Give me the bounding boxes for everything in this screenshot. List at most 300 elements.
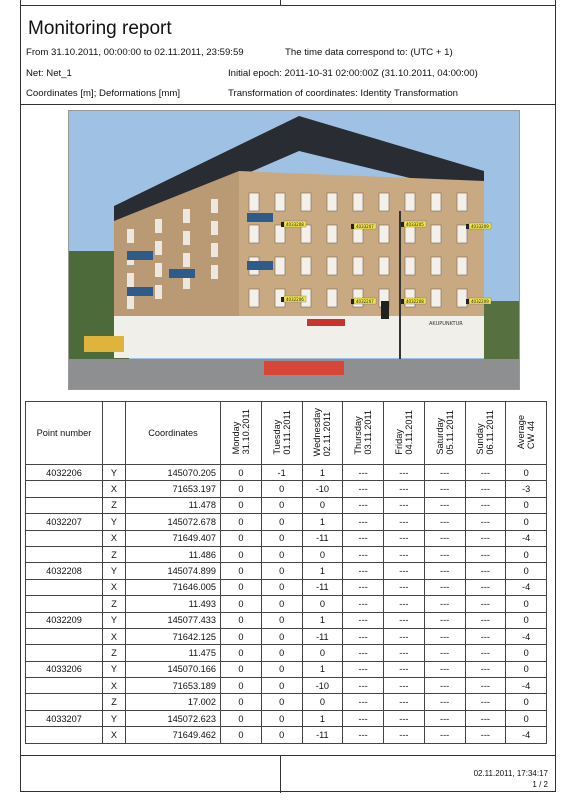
cell-deformation: 0 [261, 514, 302, 530]
cell-deformation: 0 [221, 563, 262, 579]
cell-point-number [26, 596, 103, 612]
window [155, 263, 162, 277]
cell-deformation: --- [343, 727, 384, 743]
balcony [127, 287, 153, 296]
cell-deformation: -1 [261, 465, 302, 481]
window [155, 285, 162, 299]
cell-deformation: 0 [302, 497, 343, 513]
window [457, 257, 467, 275]
cell-deformation: --- [424, 546, 465, 562]
cell-point-number: 4033207 [26, 710, 103, 726]
cell-point-number: 4032208 [26, 563, 103, 579]
cell-deformation: --- [424, 694, 465, 710]
cell-deformation: 0 [261, 661, 302, 677]
trees-right [484, 301, 519, 361]
cell-axis: Z [103, 497, 126, 513]
cell-deformation: --- [465, 497, 506, 513]
cell-point-number: 4032206 [26, 465, 103, 481]
window [301, 257, 311, 275]
window [379, 193, 389, 211]
table-row [26, 465, 547, 481]
cell-average: 0 [506, 596, 547, 612]
window [327, 257, 337, 275]
cell-point-number: 4032207 [26, 514, 103, 530]
cell-deformation: --- [384, 694, 425, 710]
cell-deformation: 0 [261, 645, 302, 661]
marker-label: 4033209 [471, 223, 489, 229]
cell-axis: Z [103, 596, 126, 612]
report-title: Monitoring report [28, 18, 172, 39]
cell-coordinate: 71653.189 [126, 678, 221, 694]
cell-coordinate: 11.478 [126, 497, 221, 513]
cell-axis: X [103, 628, 126, 644]
cell-deformation: --- [424, 612, 465, 628]
window [211, 265, 218, 279]
window [379, 225, 389, 243]
cell-deformation: --- [384, 596, 425, 612]
cell-deformation: --- [465, 628, 506, 644]
cell-deformation: 0 [302, 645, 343, 661]
window [353, 193, 363, 211]
cell-deformation: --- [343, 546, 384, 562]
cell-deformation: --- [343, 514, 384, 530]
cell-deformation: --- [343, 612, 384, 628]
cell-deformation: 0 [221, 661, 262, 677]
cell-deformation: --- [384, 727, 425, 743]
cell-coordinate: 17.002 [126, 694, 221, 710]
cell-deformation: --- [424, 628, 465, 644]
window [127, 273, 134, 287]
cell-average: 0 [506, 546, 547, 562]
cell-deformation: 1 [302, 465, 343, 481]
table-row [26, 710, 547, 726]
window [183, 253, 190, 267]
window [183, 231, 190, 245]
cell-point-number [26, 628, 103, 644]
cell-coordinate: 145077.433 [126, 612, 221, 628]
header-day-3: Thursday 03.11.2011 [343, 402, 384, 465]
window [275, 225, 285, 243]
cell-axis: Z [103, 694, 126, 710]
cell-deformation: --- [465, 563, 506, 579]
cell-deformation: --- [384, 645, 425, 661]
cell-deformation: 0 [261, 628, 302, 644]
table-row [26, 579, 547, 595]
header-point-number: Point number [26, 402, 103, 465]
window [405, 257, 415, 275]
red-shop-sign [307, 319, 345, 326]
cell-average: -4 [506, 678, 547, 694]
cell-deformation: --- [384, 465, 425, 481]
cell-deformation: --- [384, 563, 425, 579]
marker-label: 4032209 [471, 298, 489, 304]
cell-average: 0 [506, 465, 547, 481]
header-average: Average CW 44 [506, 402, 547, 465]
report-period: From 31.10.2011, 00:00:00 to 02.11.2011, 23:59:59 [26, 47, 244, 58]
cell-deformation: 0 [302, 694, 343, 710]
cell-deformation: --- [343, 678, 384, 694]
cell-deformation: --- [465, 694, 506, 710]
cell-deformation: --- [465, 678, 506, 694]
cell-deformation: --- [384, 710, 425, 726]
cell-average: 0 [506, 710, 547, 726]
window [249, 193, 259, 211]
cell-deformation: 0 [221, 579, 262, 595]
cell-deformation: 0 [302, 546, 343, 562]
cell-deformation: --- [465, 579, 506, 595]
units-note: Coordinates [m]; Deformations [mm] [26, 88, 181, 99]
cell-deformation: --- [465, 514, 506, 530]
time-note: The time data correspond to: (UTC + 1) [285, 47, 453, 58]
marker-prism [281, 297, 284, 302]
cell-deformation: 0 [221, 514, 262, 530]
table-row [26, 727, 547, 743]
report-header [20, 6, 556, 105]
initial-epoch: Initial epoch: 2011-10-31 02:00:00Z (31.10.2011, 04:00:00) [228, 68, 478, 79]
cell-deformation: 0 [221, 546, 262, 562]
cell-axis: Z [103, 546, 126, 562]
cell-average: 0 [506, 645, 547, 661]
cell-axis: X [103, 481, 126, 497]
table-row [26, 628, 547, 644]
cell-average: 0 [506, 563, 547, 579]
table-row [26, 678, 547, 694]
cell-deformation: 0 [261, 727, 302, 743]
table-row [26, 612, 547, 628]
marker-label: 4032206 [286, 296, 304, 302]
cell-coordinate: 145070.205 [126, 465, 221, 481]
cell-deformation: --- [384, 579, 425, 595]
marker-label: 4033205 [406, 221, 424, 227]
cell-coordinate: 71646.005 [126, 579, 221, 595]
cell-deformation: 0 [221, 710, 262, 726]
cell-axis: X [103, 579, 126, 595]
window [127, 229, 134, 243]
window [431, 257, 441, 275]
window [275, 193, 285, 211]
marker-label: 4033207 [356, 223, 374, 229]
header-day-0: Monday 31.10.2011 [221, 402, 262, 465]
cell-deformation: 0 [261, 530, 302, 546]
cell-deformation: 1 [302, 612, 343, 628]
cell-average: 0 [506, 694, 547, 710]
header-day-1: Tuesday 01.11.2011 [261, 402, 302, 465]
cell-deformation: --- [424, 497, 465, 513]
header-axis [103, 402, 126, 465]
cell-deformation: --- [465, 546, 506, 562]
cell-deformation: --- [424, 678, 465, 694]
cell-coordinate: 11.486 [126, 546, 221, 562]
window [327, 193, 337, 211]
table-row [26, 645, 547, 661]
table-row [26, 661, 547, 677]
cell-deformation: --- [465, 465, 506, 481]
window [127, 295, 134, 309]
cell-deformation: 0 [261, 694, 302, 710]
table-row [26, 694, 547, 710]
cell-deformation: 0 [221, 612, 262, 628]
window [249, 225, 259, 243]
balcony [169, 269, 195, 278]
cell-deformation: --- [465, 481, 506, 497]
cell-deformation: --- [424, 727, 465, 743]
window [327, 289, 337, 307]
cell-deformation: --- [424, 514, 465, 530]
cell-axis: Y [103, 465, 126, 481]
cell-deformation: --- [465, 612, 506, 628]
cell-deformation: --- [343, 465, 384, 481]
cell-axis: X [103, 530, 126, 546]
cell-deformation: --- [343, 563, 384, 579]
cell-deformation: --- [343, 661, 384, 677]
window [301, 225, 311, 243]
cell-axis: Y [103, 612, 126, 628]
cell-deformation: --- [424, 579, 465, 595]
cell-deformation: -11 [302, 530, 343, 546]
cell-deformation: --- [384, 546, 425, 562]
shop-sign-text: AKUPUNKTUR [429, 321, 463, 327]
cell-axis: Y [103, 710, 126, 726]
table-row [26, 530, 547, 546]
cell-point-number [26, 645, 103, 661]
cell-average: -3 [506, 481, 547, 497]
cell-deformation: -11 [302, 727, 343, 743]
cell-point-number [26, 678, 103, 694]
cell-coordinate: 11.475 [126, 645, 221, 661]
balcony [127, 251, 153, 260]
marker-prism [351, 224, 354, 229]
building-illustration [69, 111, 519, 389]
cell-deformation: 1 [302, 563, 343, 579]
cell-deformation: --- [424, 645, 465, 661]
window [353, 257, 363, 275]
marker-label: 4033208 [286, 221, 304, 227]
cell-deformation: 0 [221, 727, 262, 743]
cell-deformation: -10 [302, 481, 343, 497]
window [405, 193, 415, 211]
transformation-note: Transformation of coordinates: Identity Transformation [228, 88, 459, 99]
window [405, 225, 415, 243]
cell-deformation: --- [384, 661, 425, 677]
window [155, 241, 162, 255]
cell-deformation: -10 [302, 678, 343, 694]
header-day-2: Wednesday 02.11.2011 [302, 402, 343, 465]
cell-deformation: --- [424, 465, 465, 481]
cell-deformation: --- [424, 481, 465, 497]
table-row [26, 596, 547, 612]
cell-deformation: --- [343, 645, 384, 661]
footer-timestamp: 02.11.2011, 17:34:17 [473, 769, 548, 778]
cell-point-number [26, 530, 103, 546]
cell-point-number [26, 727, 103, 743]
cell-deformation: 0 [221, 481, 262, 497]
cell-deformation: 0 [261, 579, 302, 595]
window [457, 193, 467, 211]
window [301, 193, 311, 211]
deformation-table [25, 401, 547, 744]
cell-point-number [26, 579, 103, 595]
cell-deformation: --- [384, 497, 425, 513]
header-day-4: Friday 04.11.2011 [384, 402, 425, 465]
table-row [26, 563, 547, 579]
table-row [26, 546, 547, 562]
cell-deformation: 0 [261, 678, 302, 694]
cell-deformation: 0 [261, 497, 302, 513]
cell-axis: Y [103, 661, 126, 677]
cell-average: -4 [506, 628, 547, 644]
window [155, 219, 162, 233]
cell-deformation: --- [424, 661, 465, 677]
cell-deformation: --- [465, 727, 506, 743]
window [327, 225, 337, 243]
window [431, 193, 441, 211]
marker-label: 4032207 [356, 298, 374, 304]
cell-average: 0 [506, 661, 547, 677]
cell-deformation: --- [384, 678, 425, 694]
table-header-row [26, 402, 547, 465]
marker-prism [401, 222, 404, 227]
window [431, 225, 441, 243]
marker-prism [351, 299, 354, 304]
cell-deformation: --- [343, 694, 384, 710]
cell-deformation: 0 [221, 628, 262, 644]
footer-page-number: 1 / 2 [532, 780, 548, 789]
cell-point-number: 4032209 [26, 612, 103, 628]
cell-deformation: --- [343, 596, 384, 612]
header-day-5: Saturday 05.11.2011 [424, 402, 465, 465]
cell-deformation: --- [384, 628, 425, 644]
cell-deformation: 1 [302, 710, 343, 726]
marker-prism [466, 299, 469, 304]
cell-deformation: 0 [261, 612, 302, 628]
cell-deformation: 0 [261, 546, 302, 562]
cell-axis: Y [103, 563, 126, 579]
cell-deformation: --- [424, 530, 465, 546]
cell-deformation: --- [465, 710, 506, 726]
balcony [247, 213, 273, 222]
cell-point-number [26, 481, 103, 497]
window [457, 289, 467, 307]
report-footer [20, 755, 556, 792]
window [379, 257, 389, 275]
cell-deformation: --- [343, 710, 384, 726]
cell-deformation: --- [343, 497, 384, 513]
building-photo [68, 110, 520, 390]
cell-deformation: 0 [302, 596, 343, 612]
header-day-6: Sunday 06.11.2011 [465, 402, 506, 465]
cell-point-number [26, 546, 103, 562]
net-name: Net: Net_1 [26, 68, 72, 79]
cell-deformation: 0 [221, 694, 262, 710]
cell-deformation: --- [465, 645, 506, 661]
cell-axis: X [103, 678, 126, 694]
window [211, 221, 218, 235]
cell-coordinate: 145072.678 [126, 514, 221, 530]
cell-deformation: -11 [302, 579, 343, 595]
cell-coordinate: 145072.623 [126, 710, 221, 726]
cell-deformation: --- [465, 596, 506, 612]
cell-deformation: --- [465, 530, 506, 546]
cell-deformation: --- [384, 530, 425, 546]
cell-deformation: 0 [261, 710, 302, 726]
cell-deformation: --- [343, 481, 384, 497]
window [249, 289, 259, 307]
table-row [26, 497, 547, 513]
window [275, 257, 285, 275]
window [211, 243, 218, 257]
cell-deformation: --- [424, 563, 465, 579]
cell-coordinate: 11.493 [126, 596, 221, 612]
table-row [26, 514, 547, 530]
cell-deformation: --- [384, 514, 425, 530]
cell-coordinate: 71642.125 [126, 628, 221, 644]
cell-deformation: 0 [261, 596, 302, 612]
marker-prism [466, 224, 469, 229]
cell-deformation: --- [384, 481, 425, 497]
cell-deformation: --- [343, 579, 384, 595]
cell-point-number [26, 497, 103, 513]
table-row [26, 481, 547, 497]
cell-deformation: 0 [221, 645, 262, 661]
cell-coordinate: 145074.899 [126, 563, 221, 579]
cell-deformation: 1 [302, 514, 343, 530]
cell-deformation: 0 [221, 678, 262, 694]
window [211, 199, 218, 213]
cell-deformation: 0 [221, 596, 262, 612]
cell-deformation: --- [384, 612, 425, 628]
balcony [247, 261, 273, 270]
cell-coordinate: 71649.462 [126, 727, 221, 743]
cell-deformation: --- [343, 530, 384, 546]
cell-deformation: --- [343, 628, 384, 644]
marker-label: 4032208 [406, 298, 424, 304]
cell-deformation: -11 [302, 628, 343, 644]
cell-coordinate: 145070.166 [126, 661, 221, 677]
cell-coordinate: 71649.407 [126, 530, 221, 546]
cell-average: -4 [506, 579, 547, 595]
cell-deformation: --- [465, 661, 506, 677]
cell-average: 0 [506, 497, 547, 513]
window [457, 225, 467, 243]
marker-prism [401, 299, 404, 304]
cell-point-number [26, 694, 103, 710]
lamp-pole [399, 211, 401, 359]
yellow-vehicle [84, 336, 124, 352]
cell-deformation: 0 [261, 563, 302, 579]
cell-point-number: 4033206 [26, 661, 103, 677]
cell-deformation: --- [424, 596, 465, 612]
window [431, 289, 441, 307]
header-coordinates: Coordinates [126, 402, 221, 465]
cell-deformation: --- [424, 710, 465, 726]
construction-barrier [264, 361, 344, 375]
cell-average: -4 [506, 727, 547, 743]
cell-axis: Z [103, 645, 126, 661]
marker-prism [281, 222, 284, 227]
cell-deformation: 1 [302, 661, 343, 677]
cell-deformation: 0 [221, 530, 262, 546]
cell-deformation: 0 [261, 481, 302, 497]
cell-average: -4 [506, 530, 547, 546]
cell-average: 0 [506, 612, 547, 628]
window [183, 209, 190, 223]
cell-coordinate: 71653.197 [126, 481, 221, 497]
cell-axis: X [103, 727, 126, 743]
traffic-light [381, 301, 389, 319]
cell-deformation: 0 [221, 497, 262, 513]
cell-deformation: 0 [221, 465, 262, 481]
cell-average: 0 [506, 514, 547, 530]
